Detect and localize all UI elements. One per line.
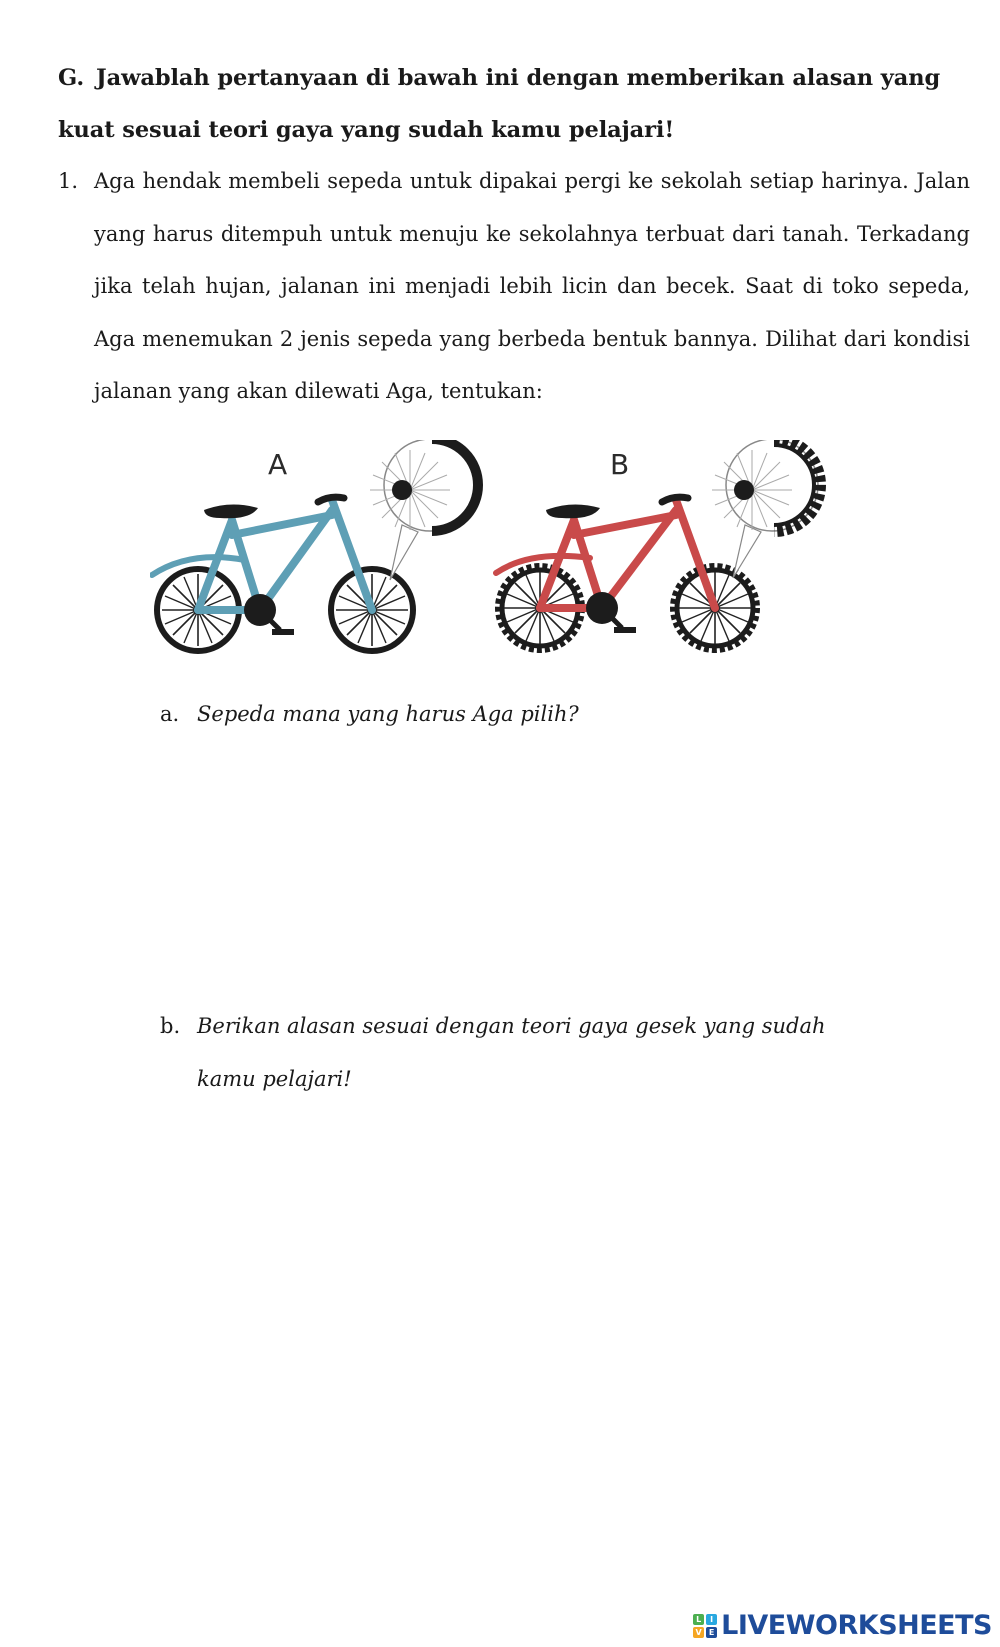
section-instruction: Jawablah pertanyaan di bawah ini dengan memberikan alasan yang kuat sesuai teori gaya yang sudah kamu pelajari! — [58, 65, 941, 143]
logo-tile: L — [693, 1614, 704, 1625]
section-letter: G. — [58, 65, 85, 91]
sub-question-b-text: Berikan alasan sesuai dengan teori gaya gesek yang sudah kamu pelajari! — [197, 1014, 826, 1091]
sub-question-a — [160, 688, 860, 741]
liveworksheets-logo — [693, 1610, 992, 1641]
logo-icon — [693, 1614, 717, 1638]
sub-question-a-text: Sepeda mana yang harus Aga pilih? — [197, 702, 579, 726]
sub-question-b — [160, 1000, 880, 1105]
bike-b — [496, 440, 820, 650]
question-1 — [58, 155, 970, 418]
bike-a-tire-zoom — [370, 440, 478, 580]
section-heading — [58, 52, 968, 156]
logo-name: LIVEWORKSHEETS — [721, 1610, 992, 1641]
question-number: 1. — [58, 169, 79, 193]
bike-a — [152, 440, 478, 651]
logo-tile: V — [693, 1627, 704, 1638]
sub-question-a-letter: a. — [160, 702, 180, 726]
logo-tile: I — [706, 1614, 717, 1625]
bicycle-illustration — [150, 440, 870, 660]
logo-tile: E — [706, 1627, 717, 1638]
bike-b-label: B — [610, 448, 630, 481]
bike-b-tire-zoom — [712, 440, 820, 578]
bike-a-label: A — [268, 448, 288, 481]
sub-question-b-letter: b. — [160, 1014, 181, 1038]
question-text: Aga hendak membeli sepeda untuk dipakai pergi ke sekolah setiap harinya. Jalan yang harus ditempuh untuk menuju ke sekolahnya terbuat dari tanah. Terkadang jika telah hujan, jalanan ini menjadi lebih licin dan becek. Saat di toko sepeda, Aga menemukan 2 jenis sepeda yang berbeda bentuk bannya. Dilihat dari kondisi jalanan yang akan dilewati Aga, tentukan: — [94, 169, 970, 403]
